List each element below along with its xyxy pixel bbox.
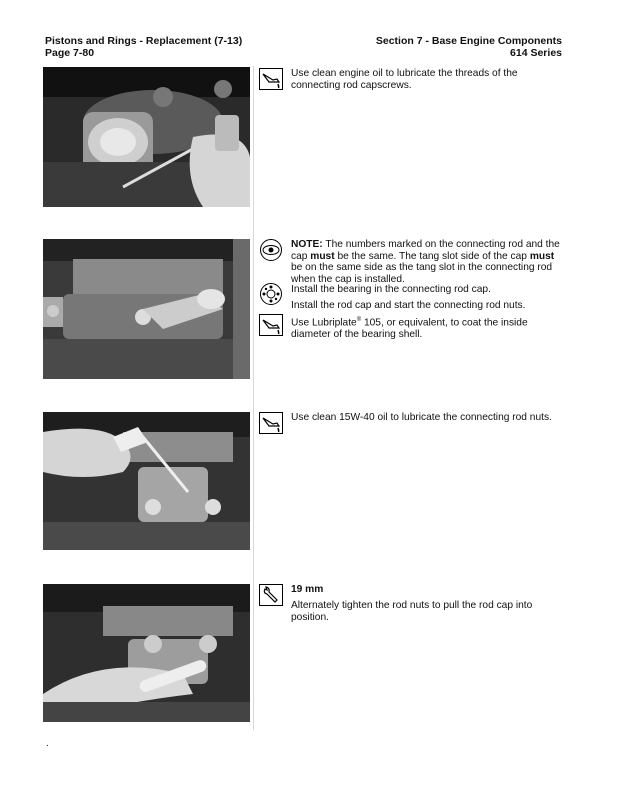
column-divider — [253, 66, 254, 730]
wrench-icon — [259, 584, 283, 606]
step-lubricate-rod-nuts: Use clean 15W-40 oil to lubricate the connecting rod nuts. — [291, 412, 552, 423]
photo-lubricate-capscrews — [43, 67, 250, 207]
oil-can-icon — [259, 68, 283, 90]
step-install-rod-cap: Install the rod cap and start the connecting rod nuts. — [291, 300, 526, 311]
photo-tighten-rod-nuts — [43, 584, 250, 722]
footer-mark: . — [46, 738, 49, 749]
note-label: NOTE: — [291, 239, 323, 250]
assembly-icon — [259, 283, 283, 305]
engine-series: 614 Series — [510, 47, 562, 59]
step-lubricate-capscrews: Use clean engine oil to lubricate the threads of the connecting rod capscrews. — [291, 68, 518, 91]
wrench-size: 19 mm — [291, 584, 324, 595]
section-title: Pistons and Rings - Replacement (7-13) — [45, 35, 243, 47]
photo-lubricate-rod-nuts — [43, 412, 250, 550]
eye-icon — [259, 239, 283, 261]
oil-can-icon — [259, 412, 283, 434]
step-install-bearing: Install the bearing in the connecting rod cap. — [291, 284, 491, 295]
page-header-right — [376, 35, 562, 59]
oil-can-icon — [259, 314, 283, 336]
photo-install-rod-cap — [43, 239, 250, 379]
note-paragraph: NOTE: The numbers marked on the connecting rod and the cap must be the same. The tang slot side of the cap must be on the same side as the tang slot in the connecting rod when the cap is installed. — [291, 239, 560, 285]
page-number: Page 7-80 — [45, 47, 95, 59]
step-lubriplate: Use Lubriplate® 105, or equivalent, to coat the inside diameter of the bearing shell. — [291, 317, 528, 340]
step-tighten-rod-nuts: Alternately tighten the rod nuts to pull the rod cap into position. — [291, 600, 533, 623]
page-header-left — [45, 35, 242, 59]
chapter-title: Section 7 - Base Engine Components — [375, 35, 562, 47]
